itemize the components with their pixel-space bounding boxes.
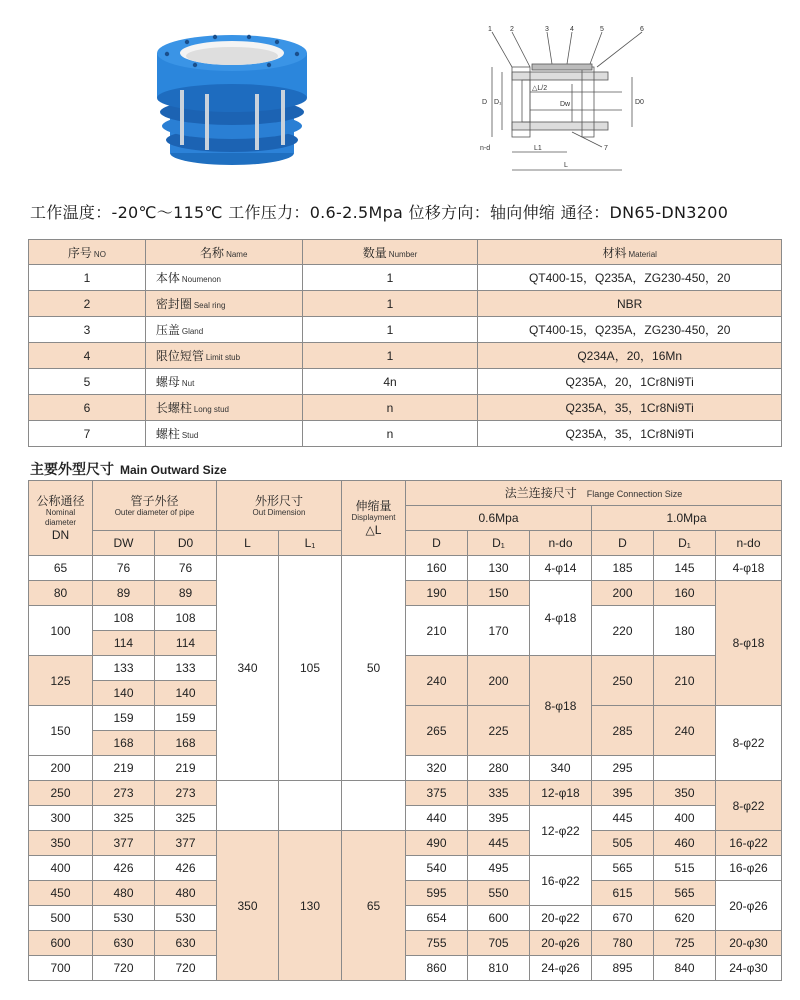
table-cell: 100 xyxy=(29,606,93,656)
table-cell: 210 xyxy=(406,606,468,656)
table-cell: 2 xyxy=(29,291,146,317)
table-cell: L xyxy=(217,531,279,556)
table-cell: 5 xyxy=(29,369,146,395)
table-cell: 12-φ18 xyxy=(530,781,592,806)
table-cell: DW xyxy=(93,531,155,556)
table-cell: 20-φ26 xyxy=(716,881,782,931)
table-cell: 1 xyxy=(302,265,478,291)
table-cell: 705 xyxy=(468,931,530,956)
table-cell: 130 xyxy=(279,831,342,981)
table-cell: 460 xyxy=(654,831,716,856)
table-cell: 4 xyxy=(29,343,146,369)
table-cell: 16-φ22 xyxy=(530,856,592,906)
table-cell: 630 xyxy=(93,931,155,956)
table-cell: 265 xyxy=(406,706,468,756)
table-cell: 4-φ18 xyxy=(530,581,592,656)
technical-drawing xyxy=(472,22,672,182)
table-cell: 20-φ22 xyxy=(530,906,592,931)
header-flange: 法兰连接尺寸 Flange Connection Size xyxy=(406,481,782,506)
label-l: L xyxy=(564,162,568,169)
callout-3: 3 xyxy=(545,26,549,33)
table-cell: 8-φ22 xyxy=(716,706,782,781)
table-cell: 540 xyxy=(406,856,468,881)
label-d0: D0 xyxy=(635,99,644,106)
table-cell: 377 xyxy=(155,831,217,856)
table-cell: 130 xyxy=(468,556,530,581)
table-cell: 219 xyxy=(93,756,155,781)
table-cell xyxy=(342,781,406,831)
table-cell: 8-φ18 xyxy=(530,656,592,756)
table-cell: 159 xyxy=(155,706,217,731)
table-cell: 12-φ22 xyxy=(530,806,592,856)
table-cell: D₁ xyxy=(654,531,716,556)
table-cell: 595 xyxy=(406,881,468,906)
table-cell: 480 xyxy=(155,881,217,906)
table-cell: 65 xyxy=(342,831,406,981)
table-row xyxy=(29,317,782,343)
dimensions-table xyxy=(28,480,782,981)
table-row xyxy=(29,421,782,447)
header-p10: 1.0Mpa xyxy=(592,506,782,531)
table-cell: 3 xyxy=(29,317,146,343)
label-d1: D₁ xyxy=(494,99,502,106)
table-cell: 160 xyxy=(406,556,468,581)
table-cell: 240 xyxy=(406,656,468,706)
table-cell: 210 xyxy=(654,656,716,706)
table-cell: 285 xyxy=(592,706,654,756)
table-cell: 螺母 Nut xyxy=(145,369,302,395)
table-cell: 500 xyxy=(29,906,93,931)
table-cell: 压盖 Gland xyxy=(145,317,302,343)
table-cell: 220 xyxy=(592,606,654,656)
table-row xyxy=(29,343,782,369)
table-cell: 395 xyxy=(468,806,530,831)
table-row xyxy=(29,781,782,806)
materials-table xyxy=(28,239,782,447)
table-cell: 76 xyxy=(93,556,155,581)
table-cell: 长螺柱 Long stud xyxy=(145,395,302,421)
table-cell: 350 xyxy=(654,781,716,806)
table-cell: Q235A，35，1Cr8Ni9Ti xyxy=(478,395,782,421)
table-cell: 4-φ14 xyxy=(530,556,592,581)
table-cell: Q235A，20，1Cr8Ni9Ti xyxy=(478,369,782,395)
table-row xyxy=(29,856,782,881)
table-cell: 445 xyxy=(592,806,654,831)
callout-4: 4 xyxy=(570,26,574,33)
table-cell: 1 xyxy=(302,317,478,343)
table-cell: 377 xyxy=(93,831,155,856)
label-d: D xyxy=(482,99,488,106)
table-cell: 620 xyxy=(654,906,716,931)
table-cell: 185 xyxy=(592,556,654,581)
table-cell: 1 xyxy=(29,265,146,291)
table-cell: D xyxy=(406,531,468,556)
table-row xyxy=(29,906,782,931)
table-cell: 16-φ22 xyxy=(716,831,782,856)
header-number: 数量 Number xyxy=(302,240,478,265)
table-cell: 76 xyxy=(155,556,217,581)
table-cell: 160 xyxy=(654,581,716,606)
spec-line: 工作温度：-20℃～115℃ 工作压力：0.6-2.5Mpa 位移方向：轴向伸缩 通径：DN65-DN3200 xyxy=(30,203,729,222)
table-cell: 114 xyxy=(155,631,217,656)
table-cell: 150 xyxy=(29,706,93,756)
table-cell: n xyxy=(302,421,478,447)
table-cell: 600 xyxy=(29,931,93,956)
table-cell: 108 xyxy=(155,606,217,631)
table-cell: 615 xyxy=(592,881,654,906)
table-cell: 200 xyxy=(468,656,530,706)
table-row xyxy=(29,581,782,606)
table-cell: 530 xyxy=(93,906,155,931)
table-cell: 168 xyxy=(93,731,155,756)
table-row xyxy=(29,931,782,956)
table-cell: 250 xyxy=(29,781,93,806)
table-cell: 140 xyxy=(155,681,217,706)
header-row-3 xyxy=(29,531,782,556)
header-no: 序号 NO xyxy=(29,240,146,265)
table-cell: 108 xyxy=(93,606,155,631)
table-cell: 755 xyxy=(406,931,468,956)
callout-6: 6 xyxy=(640,26,644,33)
table-cell: 530 xyxy=(155,906,217,931)
table-cell: 300 xyxy=(29,806,93,831)
table-cell: 4-φ18 xyxy=(716,556,782,581)
table-cell: 375 xyxy=(406,781,468,806)
table-cell: 168 xyxy=(155,731,217,756)
table-cell: D xyxy=(592,531,654,556)
table-cell: 840 xyxy=(654,956,716,981)
table-cell: 565 xyxy=(592,856,654,881)
table-cell: 400 xyxy=(29,856,93,881)
table-cell: n xyxy=(302,395,478,421)
table-cell: 895 xyxy=(592,956,654,981)
table-cell: 280 xyxy=(468,756,530,781)
header-material: 材料 Material xyxy=(478,240,782,265)
table-row xyxy=(29,265,782,291)
table-cell: 273 xyxy=(155,781,217,806)
table-cell: 515 xyxy=(654,856,716,881)
label-half: △L/2 xyxy=(532,85,548,92)
table-cell: 8-φ18 xyxy=(716,581,782,706)
table-cell: 725 xyxy=(654,931,716,956)
table-row xyxy=(29,291,782,317)
table-cell: 密封圈 Seal ring xyxy=(145,291,302,317)
table-cell: 1 xyxy=(302,343,478,369)
table-cell: 6 xyxy=(29,395,146,421)
table-cell: 24-φ30 xyxy=(716,956,782,981)
table-cell: 125 xyxy=(29,656,93,706)
header-disp: 伸缩量 Displayment △L xyxy=(342,481,406,556)
table-cell: 490 xyxy=(406,831,468,856)
table-cell: 20-φ26 xyxy=(530,931,592,956)
header-out: 外形尺寸 Out Dimension xyxy=(217,481,342,531)
table-cell: L₁ xyxy=(279,531,342,556)
callout-7: 7 xyxy=(604,145,608,152)
table-cell: 335 xyxy=(468,781,530,806)
table-cell: 150 xyxy=(468,581,530,606)
table-cell: 860 xyxy=(406,956,468,981)
table-cell: 325 xyxy=(93,806,155,831)
section-title: 主要外型尺寸 Main Outward Size xyxy=(30,462,227,478)
table-cell: 810 xyxy=(468,956,530,981)
table-cell: 7 xyxy=(29,421,146,447)
table-row xyxy=(29,369,782,395)
table-cell: 219 xyxy=(155,756,217,781)
table-cell: Q235A，35，1Cr8Ni9Ti xyxy=(478,421,782,447)
table-row xyxy=(29,395,782,421)
callout-1: 1 xyxy=(488,26,492,33)
table-cell: 780 xyxy=(592,931,654,956)
table-cell: 400 xyxy=(654,806,716,831)
table-cell: 395 xyxy=(592,781,654,806)
table-cell: 4n xyxy=(302,369,478,395)
table-cell: 89 xyxy=(93,581,155,606)
table-row xyxy=(29,756,782,781)
table-cell: 426 xyxy=(155,856,217,881)
table-row xyxy=(29,556,782,581)
table-cell: 350 xyxy=(217,831,279,981)
table-cell: 24-φ26 xyxy=(530,956,592,981)
table-cell: 螺柱 Stud xyxy=(145,421,302,447)
header-pipe: 管子外径 Outer diameter of pipe xyxy=(93,481,217,531)
table-cell: 170 xyxy=(468,606,530,656)
table-cell: n-do xyxy=(716,531,782,556)
table-cell: 495 xyxy=(468,856,530,881)
table-cell: 105 xyxy=(279,556,342,781)
table-row xyxy=(29,606,782,631)
table-cell: 本体 Noumenon xyxy=(145,265,302,291)
table-cell: 250 xyxy=(592,656,654,706)
table-cell: 273 xyxy=(93,781,155,806)
table-cell: 654 xyxy=(406,906,468,931)
table-cell: 600 xyxy=(468,906,530,931)
table-row xyxy=(29,881,782,906)
table-cell: 440 xyxy=(406,806,468,831)
table-cell xyxy=(217,781,279,831)
header-name: 名称 Name xyxy=(145,240,302,265)
table-cell: Q234A，20，16Mn xyxy=(478,343,782,369)
table-cell: NBR xyxy=(478,291,782,317)
table-cell: 450 xyxy=(29,881,93,906)
label-nd: n-d xyxy=(480,145,491,152)
table-cell: 505 xyxy=(592,831,654,856)
table-cell: 133 xyxy=(155,656,217,681)
table-cell: 114 xyxy=(93,631,155,656)
table-row xyxy=(29,831,782,856)
table-cell: 295 xyxy=(592,756,654,781)
table-cell: 700 xyxy=(29,956,93,981)
table-cell: 50 xyxy=(342,556,406,781)
table-cell xyxy=(279,781,342,831)
table-cell: 565 xyxy=(654,881,716,906)
table-cell: 159 xyxy=(93,706,155,731)
table-cell: 350 xyxy=(29,831,93,856)
table-cell: 16-φ26 xyxy=(716,856,782,881)
table-cell: 89 xyxy=(155,581,217,606)
table-cell: 140 xyxy=(93,681,155,706)
table-cell: 340 xyxy=(530,756,592,781)
table-row xyxy=(29,706,782,731)
table-cell: 133 xyxy=(93,656,155,681)
label-dw: Dw xyxy=(560,101,571,108)
table-cell: 200 xyxy=(29,756,93,781)
table-cell: 480 xyxy=(93,881,155,906)
table-cell: 550 xyxy=(468,881,530,906)
product-photo xyxy=(135,28,330,168)
table-cell: 80 xyxy=(29,581,93,606)
callout-2: 2 xyxy=(510,26,514,33)
table-cell: D₁ xyxy=(468,531,530,556)
table-cell: 20-φ30 xyxy=(716,931,782,956)
table-cell: 200 xyxy=(592,581,654,606)
table-cell: 630 xyxy=(155,931,217,956)
materials-header xyxy=(29,240,782,265)
table-cell: D0 xyxy=(155,531,217,556)
table-cell: 8-φ22 xyxy=(716,781,782,831)
table-cell: 190 xyxy=(406,581,468,606)
header-dn: 公称通径 Nominal diameter DN xyxy=(29,481,93,556)
table-row xyxy=(29,956,782,981)
table-cell: 445 xyxy=(468,831,530,856)
label-l1: L1 xyxy=(534,145,542,152)
table-cell: 225 xyxy=(468,706,530,756)
table-cell: 670 xyxy=(592,906,654,931)
table-cell: 320 xyxy=(406,756,468,781)
table-cell: n-do xyxy=(530,531,592,556)
callout-5: 5 xyxy=(600,26,604,33)
table-cell: 1 xyxy=(302,291,478,317)
table-row xyxy=(29,656,782,681)
header-p06: 0.6Mpa xyxy=(406,506,592,531)
table-cell: 720 xyxy=(93,956,155,981)
table-cell: QT400-15，Q235A，ZG230-450，20 xyxy=(478,317,782,343)
header-row-1 xyxy=(29,481,782,506)
table-cell: 65 xyxy=(29,556,93,581)
table-cell: 180 xyxy=(654,606,716,656)
table-cell: 426 xyxy=(93,856,155,881)
table-cell: 720 xyxy=(155,956,217,981)
table-cell: 145 xyxy=(654,556,716,581)
table-cell: QT400-15，Q235A，ZG230-450，20 xyxy=(478,265,782,291)
table-cell: 240 xyxy=(654,706,716,756)
table-row xyxy=(29,806,782,831)
table-cell: 325 xyxy=(155,806,217,831)
table-cell: 340 xyxy=(217,556,279,781)
table-cell: 限位短管 Limit stub xyxy=(145,343,302,369)
